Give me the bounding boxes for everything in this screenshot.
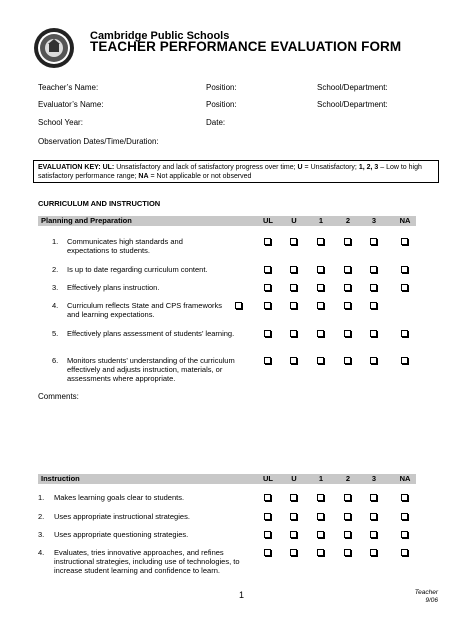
teacher-name-label: Teacher’s Name: bbox=[38, 83, 99, 92]
item-text: Is up to date regarding curriculum content. bbox=[67, 265, 208, 274]
checkbox-3[interactable] bbox=[370, 513, 377, 520]
item-text: Uses appropriate questioning strategies. bbox=[54, 530, 189, 539]
checkbox-2[interactable] bbox=[344, 531, 351, 538]
checkbox-u[interactable] bbox=[290, 513, 297, 520]
school-department-label: School/Department: bbox=[317, 100, 388, 109]
column-header-na: NA bbox=[399, 216, 411, 225]
item-number: 5. bbox=[52, 329, 59, 338]
date-label: Date: bbox=[206, 118, 226, 127]
checkbox-ul[interactable] bbox=[264, 238, 271, 245]
checkbox-ul[interactable] bbox=[264, 549, 271, 556]
checkbox-ul[interactable] bbox=[264, 284, 271, 291]
item-text: Communicates high standards and expectations to students. bbox=[67, 237, 183, 255]
checkbox-3[interactable] bbox=[370, 238, 377, 245]
checkbox-na[interactable] bbox=[401, 238, 408, 245]
key-nums-text: – Low to high bbox=[380, 164, 422, 171]
checkbox-1[interactable] bbox=[317, 284, 324, 291]
band-title: Instruction bbox=[41, 474, 80, 483]
checkbox-na[interactable] bbox=[401, 330, 408, 337]
instruction-header-band bbox=[38, 474, 416, 484]
checkbox-2[interactable] bbox=[344, 494, 351, 501]
evaluation-key-box bbox=[33, 160, 439, 183]
position-label: Position: bbox=[206, 100, 237, 109]
item-number: 2. bbox=[52, 265, 59, 274]
column-header-2: 2 bbox=[345, 474, 351, 483]
key-label: EVALUATION KEY: bbox=[38, 164, 101, 171]
checkbox-2[interactable] bbox=[344, 330, 351, 337]
form-revision: 9/06 bbox=[425, 597, 438, 604]
item-number: 6. bbox=[52, 356, 59, 365]
checkbox-u[interactable] bbox=[290, 330, 297, 337]
checkbox-na[interactable] bbox=[401, 284, 408, 291]
observation-label: Observation Dates/Time/Duration: bbox=[38, 137, 159, 146]
column-header-u: U bbox=[291, 216, 297, 225]
column-header-u: U bbox=[291, 474, 297, 483]
checkbox-1[interactable] bbox=[317, 549, 324, 556]
column-header-ul: UL bbox=[263, 474, 273, 483]
checkbox-u[interactable] bbox=[290, 266, 297, 273]
item-text: Effectively plans assessment of students’ learning. bbox=[67, 329, 235, 338]
item-number: 3. bbox=[52, 283, 59, 292]
band-title: Planning and Preparation bbox=[41, 216, 132, 225]
checkbox-ul[interactable] bbox=[264, 494, 271, 501]
form-type: Teacher bbox=[414, 589, 438, 596]
checkbox-2[interactable] bbox=[344, 513, 351, 520]
checkbox-2[interactable] bbox=[344, 549, 351, 556]
checkbox-1[interactable] bbox=[290, 302, 297, 309]
checkbox-1[interactable] bbox=[317, 357, 324, 364]
checkbox-na[interactable] bbox=[401, 531, 408, 538]
item-number: 1. bbox=[52, 237, 59, 246]
key-na-code: NA bbox=[138, 173, 149, 180]
school-department-label: School/Department: bbox=[317, 83, 388, 92]
checkbox-3[interactable] bbox=[370, 284, 377, 291]
item-text: Effectively plans instruction. bbox=[67, 283, 160, 292]
checkbox-u[interactable] bbox=[290, 531, 297, 538]
column-header-na: NA bbox=[399, 474, 411, 483]
item-number: 2. bbox=[38, 512, 45, 521]
checkbox-2[interactable] bbox=[317, 302, 324, 309]
checkbox-u[interactable] bbox=[290, 357, 297, 364]
checkbox-3[interactable] bbox=[370, 357, 377, 364]
item-text: Monitors students’ understanding of the curriculum effectively and adjusts instruction, materials, or assessments where appropriate. bbox=[67, 356, 235, 383]
organization-name: Cambridge Public Schools bbox=[90, 30, 230, 42]
checkbox-ul[interactable] bbox=[264, 531, 271, 538]
checkbox-u[interactable] bbox=[290, 284, 297, 291]
key-u-text: = Unsatisfactory; bbox=[304, 164, 357, 171]
school-seal-logo bbox=[33, 27, 75, 69]
school-year-label: School Year: bbox=[38, 118, 83, 127]
column-header-1: 1 bbox=[318, 474, 324, 483]
comments-label: Comments: bbox=[38, 392, 79, 401]
item-text: Uses appropriate instructional strategies. bbox=[54, 512, 190, 521]
checkbox-na[interactable] bbox=[401, 357, 408, 364]
key-na-text: = Not applicable or not observed bbox=[150, 173, 252, 180]
checkbox-ul[interactable] bbox=[264, 266, 271, 273]
page-number: 1 bbox=[239, 590, 245, 600]
checkbox-na[interactable] bbox=[370, 302, 377, 309]
checkbox-3[interactable] bbox=[344, 302, 351, 309]
checkbox-1[interactable] bbox=[317, 494, 324, 501]
checkbox-3[interactable] bbox=[370, 266, 377, 273]
checkbox-2[interactable] bbox=[344, 357, 351, 364]
checkbox-na[interactable] bbox=[401, 549, 408, 556]
item-number: 4. bbox=[38, 548, 45, 557]
checkbox-2[interactable] bbox=[344, 284, 351, 291]
checkbox-na[interactable] bbox=[401, 513, 408, 520]
item-number: 1. bbox=[38, 493, 45, 502]
key-ul-text: Unsatisfactory and lack of satisfactory progress over time; bbox=[116, 164, 296, 171]
key-u-code: U bbox=[297, 164, 303, 171]
checkbox-ul[interactable] bbox=[235, 302, 242, 309]
checkbox-u[interactable] bbox=[290, 238, 297, 245]
checkbox-1[interactable] bbox=[317, 513, 324, 520]
form-title: TEACHER PERFORMANCE EVALUATION FORM bbox=[90, 39, 402, 54]
checkbox-3[interactable] bbox=[370, 494, 377, 501]
column-header-3: 3 bbox=[371, 216, 377, 225]
planning-header-band bbox=[38, 216, 416, 226]
checkbox-u[interactable] bbox=[264, 302, 271, 309]
checkbox-1[interactable] bbox=[317, 531, 324, 538]
item-text: Curriculum reflects State and CPS frameworks and learning expectations. bbox=[67, 301, 223, 319]
checkbox-ul[interactable] bbox=[264, 357, 271, 364]
checkbox-2[interactable] bbox=[344, 266, 351, 273]
checkbox-ul[interactable] bbox=[264, 513, 271, 520]
item-number: 4. bbox=[52, 301, 59, 310]
column-header-2: 2 bbox=[345, 216, 351, 225]
key-ul-code: UL: bbox=[102, 164, 115, 171]
checkbox-u[interactable] bbox=[290, 494, 297, 501]
column-header-1: 1 bbox=[318, 216, 324, 225]
checkbox-na[interactable] bbox=[401, 266, 408, 273]
column-header-3: 3 bbox=[371, 474, 377, 483]
checkbox-3[interactable] bbox=[370, 549, 377, 556]
checkbox-2[interactable] bbox=[344, 238, 351, 245]
checkbox-3[interactable] bbox=[370, 531, 377, 538]
checkbox-1[interactable] bbox=[317, 238, 324, 245]
checkbox-1[interactable] bbox=[317, 266, 324, 273]
section-heading: CURRICULUM AND INSTRUCTION bbox=[38, 199, 161, 208]
checkbox-u[interactable] bbox=[290, 549, 297, 556]
checkbox-ul[interactable] bbox=[264, 330, 271, 337]
key-line2: satisfactory performance range; bbox=[38, 173, 137, 180]
position-label: Position: bbox=[206, 83, 237, 92]
checkbox-na[interactable] bbox=[401, 494, 408, 501]
key-nums-code: 1, 2, 3 bbox=[358, 164, 379, 171]
evaluator-name-label: Evaluator’s Name: bbox=[38, 100, 104, 109]
checkbox-1[interactable] bbox=[317, 330, 324, 337]
column-header-ul: UL bbox=[263, 216, 273, 225]
checkbox-3[interactable] bbox=[370, 330, 377, 337]
item-text: Evaluates, tries innovative approaches, and refines instructional strategies, including use of technologies, to increase student learning and confidence to learn. bbox=[54, 548, 240, 575]
item-text: Makes learning goals clear to students. bbox=[54, 493, 185, 502]
item-number: 3. bbox=[38, 530, 45, 539]
